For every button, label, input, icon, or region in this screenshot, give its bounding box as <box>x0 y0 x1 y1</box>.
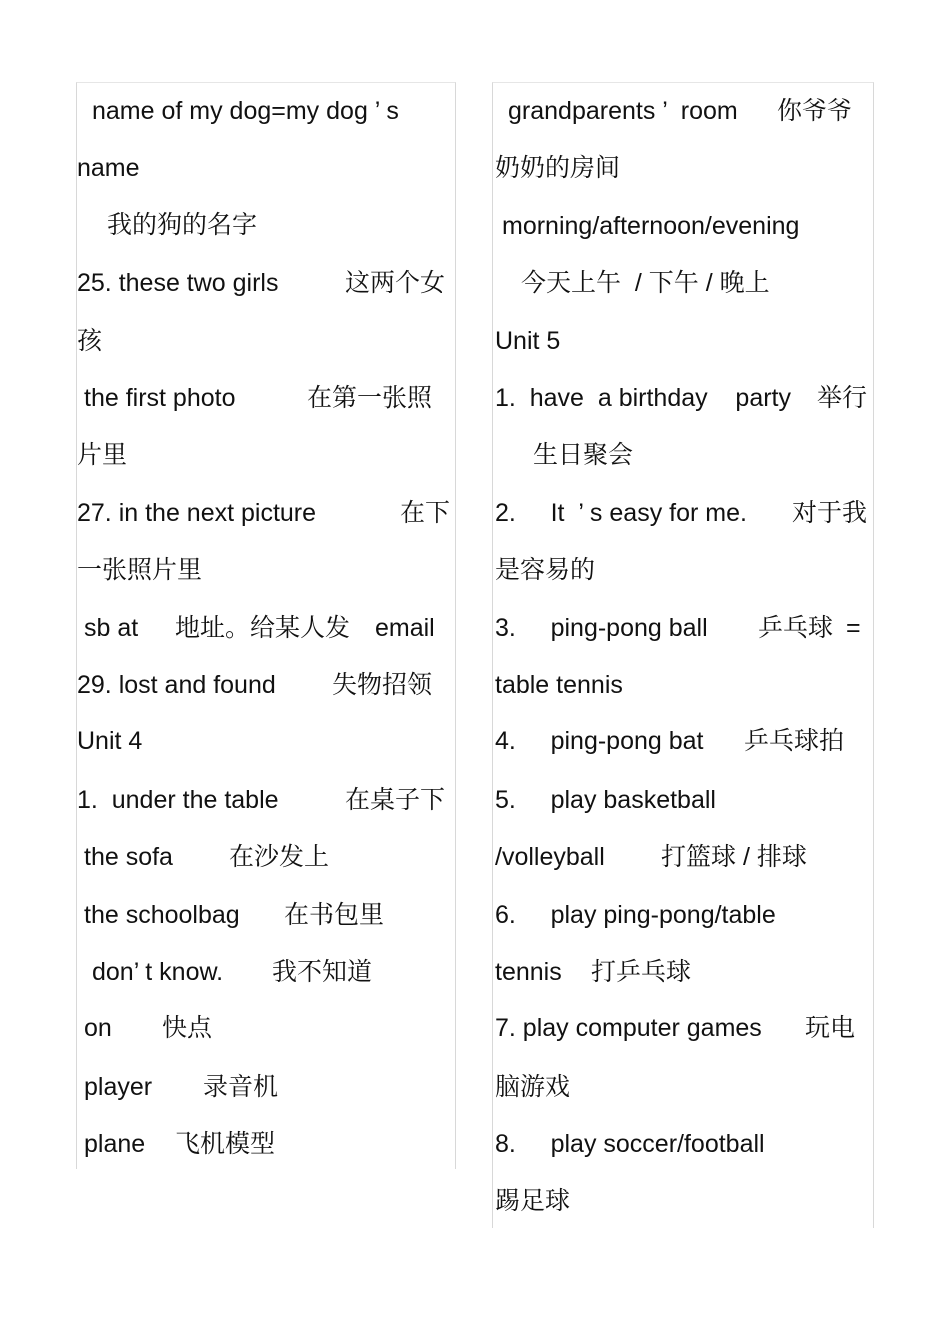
vocab-line <box>493 206 873 246</box>
right-column <box>492 82 874 1228</box>
entry-translation: 今天上午 / 下午 / 晚上 <box>521 269 770 297</box>
entry-text: name <box>77 154 140 182</box>
entry-text: name of my dog=my dog ’ s <box>92 97 399 125</box>
entry-translation: 打乒乓球 <box>591 958 692 986</box>
entry-translation: 奶奶的房间 <box>495 154 621 182</box>
vocab-line <box>77 608 455 648</box>
entry-text: 1. have a birthday party <box>495 384 791 412</box>
entry-translation: 乒乓球拍 <box>744 727 845 755</box>
entry-text: 29. lost and found <box>77 671 276 699</box>
entry-translation: 飞机模型 <box>175 1130 276 1158</box>
vocab-line <box>77 91 455 131</box>
entry-translation: 举行 <box>817 384 868 412</box>
entry-text: 2. It ’ s easy for me. <box>495 499 747 527</box>
entry-translation: 片里 <box>77 441 128 469</box>
vocab-line <box>77 665 455 705</box>
vocab-line <box>77 148 455 188</box>
vocab-line <box>77 837 455 877</box>
vocab-line <box>493 952 873 992</box>
entry-text: sb at <box>84 614 139 642</box>
entry-text: tennis <box>495 958 562 986</box>
vocab-line <box>493 378 873 418</box>
vocab-line <box>493 493 873 533</box>
vocab-line <box>77 1008 455 1048</box>
entry-text: the sofa <box>84 843 173 871</box>
vocab-line <box>77 263 455 303</box>
entry-translation: 踢足球 <box>495 1187 571 1215</box>
entry-text: morning/afternoon/evening <box>502 212 800 240</box>
entry-text: = <box>846 614 861 642</box>
vocab-line <box>77 435 455 475</box>
vocab-line <box>77 378 455 418</box>
vocab-line <box>77 321 455 361</box>
entry-text: player <box>84 1073 153 1101</box>
vocab-line <box>493 665 873 705</box>
entry-text: table tennis <box>495 671 623 699</box>
vocab-line <box>77 205 455 245</box>
entry-translation: 玩电 <box>805 1014 856 1042</box>
vocab-line <box>493 1008 873 1048</box>
vocab-line <box>493 608 873 648</box>
entry-translation: 我的狗的名字 <box>107 211 258 239</box>
entry-translation: 我不知道 <box>272 958 373 986</box>
entry-text: the schoolbag <box>84 901 240 929</box>
entry-text: 8. play soccer/football <box>495 1130 765 1158</box>
unit-title: Unit 4 <box>77 727 143 755</box>
entry-translation: 快点 <box>162 1014 213 1042</box>
entry-text: 3. ping-pong ball <box>495 614 708 642</box>
vocab-line <box>77 1124 455 1164</box>
vocab-line <box>493 1067 873 1107</box>
entry-text: on <box>84 1014 112 1042</box>
entry-text: 5. play basketball <box>495 786 716 814</box>
vocab-line <box>493 435 873 475</box>
entry-text: 25. these two girls <box>77 269 279 297</box>
vocab-line <box>493 550 873 590</box>
entry-text: 27. in the next picture <box>77 499 317 527</box>
vocab-line <box>493 1181 873 1221</box>
entry-text: 4. ping-pong bat <box>495 727 704 755</box>
unit-title: Unit 5 <box>495 327 561 355</box>
entry-text: the first photo <box>84 384 236 412</box>
entry-translation: 这两个女 <box>345 269 446 297</box>
entry-translation: 在书包里 <box>284 901 385 929</box>
entry-translation: 乒乓球 <box>758 614 834 642</box>
entry-text: 1. under the table <box>77 786 279 814</box>
vocab-line <box>77 1067 455 1107</box>
left-column <box>76 82 456 1169</box>
entry-translation: 一张照片里 <box>77 556 203 584</box>
entry-translation: 在第一张照 <box>307 384 433 412</box>
entry-text: email <box>375 614 435 642</box>
vocab-line <box>493 895 873 935</box>
vocab-line <box>493 148 873 188</box>
entry-translation: 在桌子下 <box>345 786 446 814</box>
vocab-line <box>77 493 455 533</box>
entry-translation: 打篮球 / 排球 <box>661 843 807 871</box>
entry-text: /volleyball <box>495 843 605 871</box>
entry-translation: 脑游戏 <box>495 1073 571 1101</box>
entry-translation: 录音机 <box>203 1073 279 1101</box>
entry-translation: 你爷爷 <box>777 97 853 125</box>
entry-translation: 地址。给某人发 <box>175 614 351 642</box>
vocab-line <box>77 550 455 590</box>
entry-translation: 在下 <box>400 499 451 527</box>
vocab-line <box>493 263 873 303</box>
vocab-line <box>493 91 873 131</box>
entry-translation: 在沙发上 <box>229 843 330 871</box>
entry-text: grandparents ’ room <box>508 97 738 125</box>
vocab-line <box>493 837 873 877</box>
vocab-line <box>493 1124 873 1164</box>
entry-text: plane <box>84 1130 146 1158</box>
entry-translation: 孩 <box>77 327 103 355</box>
entry-translation: 对于我 <box>792 499 868 527</box>
vocab-line <box>77 780 455 820</box>
vocab-line <box>493 721 873 761</box>
entry-text: 6. play ping-pong/table <box>495 901 776 929</box>
entry-translation: 失物招领 <box>332 671 433 699</box>
vocab-line <box>77 952 455 992</box>
unit-heading <box>493 321 873 361</box>
vocab-line <box>493 780 873 820</box>
unit-heading <box>77 721 455 761</box>
entry-translation: 是容易的 <box>495 556 596 584</box>
vocab-line <box>77 895 455 935</box>
entry-translation: 生日聚会 <box>533 441 634 469</box>
entry-text: 7. play computer games <box>495 1014 762 1042</box>
entry-text: don’ t know. <box>92 958 224 986</box>
